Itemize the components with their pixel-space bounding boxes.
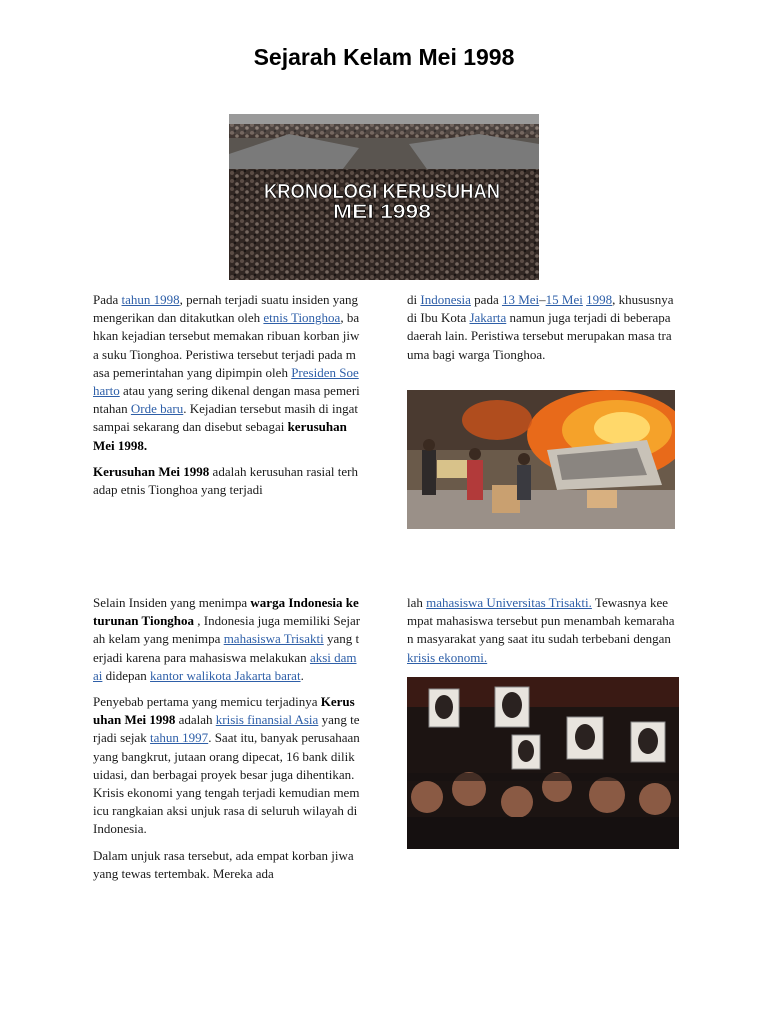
link-tahun-1997[interactable]: tahun 1997 <box>150 730 209 746</box>
column-right-upper <box>407 291 675 372</box>
text: lah <box>407 595 427 610</box>
link-jakarta[interactable]: Jakarta <box>469 310 507 326</box>
paragraph-5 <box>93 693 361 839</box>
text: Tewasnya keempat mahasiswa tersebut pun menambah kemarahan masyarakat yang saat itu sudah terbebani dengan <box>407 595 675 647</box>
paragraph-4 <box>93 594 361 685</box>
text: , khususnya di Ibu Kota <box>407 292 674 326</box>
column-left-lower <box>93 594 361 891</box>
text: didepan <box>102 667 151 683</box>
link-krisis-ekonomi[interactable]: krisis ekonomi. <box>407 649 488 665</box>
bold-text: Kerusuhan Mei 1998 <box>93 694 355 728</box>
text: atau yang sering dikenal dengan masa pemerintahan <box>93 383 360 417</box>
protest-photo <box>407 677 679 849</box>
bold-text: warga Indonesia keturunan Tionghoa <box>93 595 359 629</box>
text: Dalam unjuk rasa tersebut, ada empat korban jiwa yang tewas tertembak. Mereka ada <box>93 847 354 881</box>
text: namun juga terjadi di beberapa daerah lain. Peristiwa tersebut merupakan masa trauma bagi warga Tionghoa. <box>407 310 672 362</box>
text: adalah <box>175 712 216 728</box>
link-indonesia[interactable]: Indonesia <box>420 292 471 307</box>
link-presiden-soeharto[interactable]: Presiden Soeharto <box>93 364 359 399</box>
column-right-lower <box>407 594 675 675</box>
link-13-mei[interactable]: 13 Mei <box>501 292 540 307</box>
link-mahasiswa-universitas-trisakti[interactable]: mahasiswa Universitas Trisakti. <box>426 595 592 610</box>
link-etnis-tionghoa[interactable]: etnis Tionghoa <box>263 310 341 326</box>
riot-photo <box>407 390 675 529</box>
paragraph-7 <box>407 594 675 667</box>
bold-text: kerusuhan Mei 1998. <box>93 419 347 453</box>
text: , bahkan kejadian tersebut memakan ribuan korban jiwa suku Tionghoa. Peristiwa tersebut terjadi pada masa pemerintahan yang dipimpin oleh <box>93 310 360 380</box>
page-title: Sejarah Kelam Mei 1998 <box>253 44 515 70</box>
text: . Kejadian tersebut masih di ingat sampai sekarang dan disebut sebagai <box>93 401 358 435</box>
text: yang terjadi sejak <box>93 712 360 746</box>
text: Selain Insiden yang menimpa <box>93 595 251 610</box>
paragraph-6 <box>93 847 361 883</box>
hero-image-title-line2: MEI 1998 <box>333 202 431 223</box>
text: , pernah terjadi suatu insiden yang mengerikan dan ditakutkan oleh <box>93 292 359 326</box>
paragraph-3 <box>407 291 675 364</box>
text: pada <box>470 292 502 307</box>
hero-image-title-line1: KRONOLOGI KERUSUHAN <box>264 181 500 203</box>
text: Pada <box>93 292 122 307</box>
text: . <box>300 667 304 683</box>
paragraph-1 <box>93 291 361 455</box>
link-mahasiswa-trisakti[interactable]: mahasiswa Trisakti <box>223 631 324 647</box>
paragraph-2 <box>93 463 361 499</box>
text: . Saat itu, banyak perusahaan yang bangkrut, jutaan orang dipecat, 16 bank dilikuidasi, dan berbagai proyek besar juga dihentikan. Krisis ekonomi yang tengah terjadi kemudian memicu rangkaian aksi unjuk rasa di seluruh wilayah di Indonesia. <box>93 730 360 837</box>
hero-image <box>229 114 539 280</box>
link-aksi-damai[interactable]: aksi damai <box>93 649 357 683</box>
link-1998[interactable]: 1998 <box>586 292 613 307</box>
link-tahun-1998[interactable]: tahun 1998 <box>121 292 180 307</box>
link-15-mei[interactable]: 15 Mei <box>545 292 583 307</box>
link-krisis-finansial-asia[interactable]: krisis finansial Asia <box>215 712 319 728</box>
text: yang terjadi karena para mahasiswa melakukan <box>93 631 360 665</box>
text: adalah kerusuhan rasial terhadap etnis Tionghoa yang terjadi <box>93 463 359 498</box>
link-orde-baru[interactable]: Orde baru <box>130 401 184 417</box>
bold-text: Kerusuhan Mei 1998 <box>93 463 210 479</box>
text: di <box>407 292 421 307</box>
text: Penyebab pertama yang memicu terjadinya <box>93 694 321 710</box>
column-left-upper <box>93 291 361 507</box>
link-kantor-walikota[interactable]: kantor walikota Jakarta barat <box>150 667 301 683</box>
text: , Indonesia juga memiliki Sejarah kelam yang menimpa <box>93 613 361 647</box>
text: – <box>539 292 546 307</box>
